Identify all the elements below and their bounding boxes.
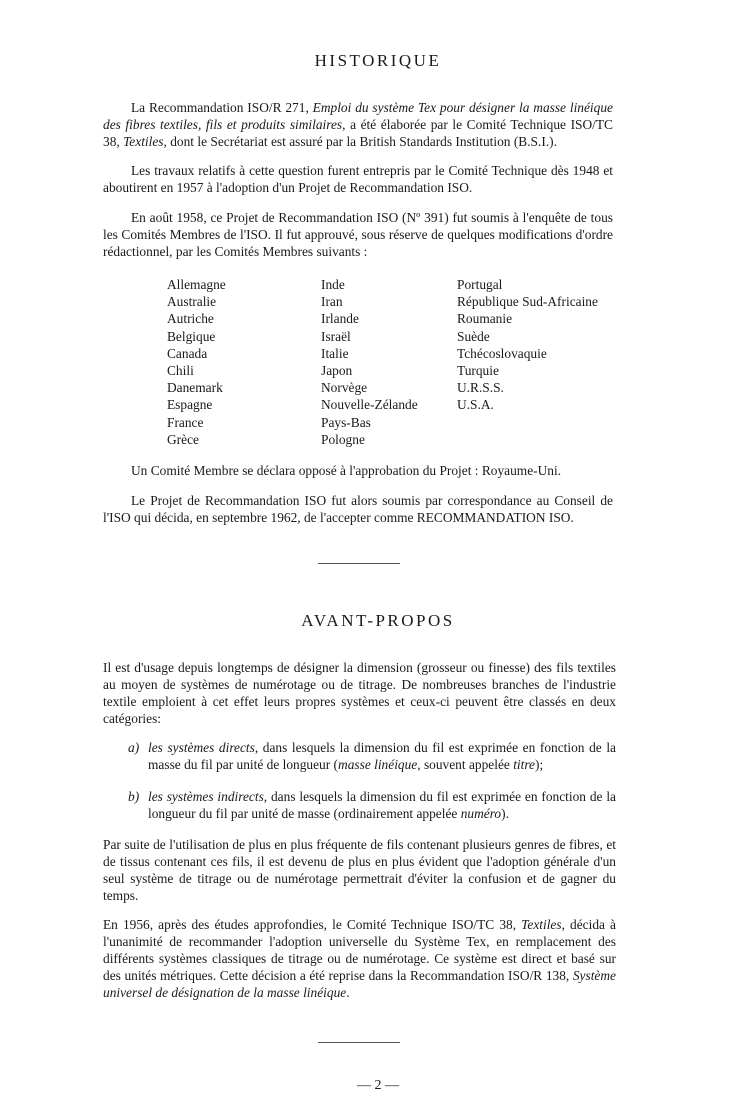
countries-column-2 — [321, 276, 418, 448]
country: Pologne — [321, 431, 365, 447]
list-item-direct-systems: a) les systèmes directs, dans lesquels la dimension du fil est exprimée en fonction de la masse du fil par unité de longueur (masse linéique, souvent appelée titre); — [128, 740, 616, 772]
country: Allemagne — [167, 277, 226, 292]
avant-propos-paragraph-1: Il est d'usage depuis longtemps de désigner la dimension (grosseur ou finesse) des fils textiles au moyen de systèmes de numérotage ou de titrage. De nombreuses branches de l'industrie textile emploient à cet effet leurs propres systèmes et ceux-ci peuvent être classés en deux catégories: — [103, 660, 616, 726]
country: Turquie — [457, 362, 499, 378]
historique-paragraph-5: Le Projet de Recommandation ISO fut alors soumis par correspondance au Conseil de l'ISO qui décida, en septembre 1962, de l'accepter comme RECOMMANDATION ISO. — [103, 493, 613, 525]
country: Israël — [321, 328, 351, 344]
country: Nouvelle-Zélande — [321, 397, 418, 413]
country: Inde — [321, 277, 345, 292]
avant-propos-paragraph-3: En 1956, après des études approfondies, le Comité Technique ISO/TC 38, Textiles, décida à l'unanimité de recommander l'adoption universelle du Système Tex, en remplacement des différents systèmes classiques de titrage ou de numérotage. Ce système est direct et basé sur des unités métriques. Cette décision a été reprise dans la Recommandation ISO/R 138, Système universel de désignation de la masse linéique. — [103, 917, 616, 1000]
historique-paragraph-1: La Recommandation ISO/R 271, Emploi du système Tex pour désigner la masse linéique des fibres textiles, fils et produits similaires, a été élaborée par le Comité Technique ISO/TC 38, Textiles, dont le Secrétariat est assuré par la British Standards Institution (B.S.I.). — [103, 100, 613, 149]
country: U.S.A. — [457, 397, 494, 413]
country: U.R.S.S. — [457, 380, 504, 396]
historique-paragraph-2: Les travaux relatifs à cette question furent entrepris par le Comité Technique dès 1948 et aboutirent en 1957 à l'adoption d'un Projet de Recommandation ISO. — [103, 163, 613, 195]
historique-paragraph-3: En août 1958, ce Projet de Recommandation ISO (Nº 391) fut soumis à l'enquête de tous les Comités Membres de l'ISO. Il fut approuvé, sous réserve de quelques modifications d'ordre rédactionnel, par les Comités Membres suivants : — [103, 210, 613, 259]
country: Iran — [321, 294, 343, 310]
historique-paragraph-4: Un Comité Membre se déclara opposé à l'approbation du Projet : Royaume-Uni. — [131, 463, 562, 478]
country: Roumanie — [457, 311, 513, 327]
historique-heading: HISTORIQUE — [314, 51, 442, 70]
country: Pays-Bas — [321, 414, 371, 430]
section-divider — [318, 1042, 400, 1043]
country: Grèce — [167, 431, 199, 447]
avant-propos-heading: AVANT-PROPOS — [301, 611, 455, 630]
countries-column-1 — [167, 276, 226, 448]
country: République Sud-Africaine — [457, 294, 598, 310]
country: France — [167, 414, 204, 430]
country: Tchécoslovaquie — [457, 345, 547, 361]
country: Italie — [321, 345, 349, 361]
country: Suède — [457, 328, 490, 344]
country: Chili — [167, 362, 194, 378]
avant-propos-paragraph-2: Par suite de l'utilisation de plus en plus fréquente de fils contenant plusieurs genres de fibres, et de tissus contenant ces fils, il est devenu de plus en plus évident que l'adoption générale d'un seul système de titrage ou de numérotage permettrait d'éviter la confusion et de gagner du temps. — [103, 837, 616, 903]
country: Canada — [167, 345, 208, 361]
page-number: — 2 — — [357, 1078, 399, 1093]
list-item-indirect-systems: b) les systèmes indirects, dans lesquels la dimension du fil est exprimée en fonction de la longueur du fil par unité de masse (ordinairement appelée numéro). — [128, 789, 616, 821]
country: Autriche — [167, 311, 214, 327]
list-label: a) — [128, 740, 140, 755]
country: Espagne — [167, 397, 213, 413]
country: Portugal — [457, 277, 503, 292]
country: Danemark — [167, 380, 223, 396]
country: Belgique — [167, 328, 216, 344]
list-label: b) — [128, 789, 140, 804]
country: Norvège — [321, 380, 368, 396]
country: Japon — [321, 362, 353, 378]
country: Australie — [167, 294, 217, 310]
country: Irlande — [321, 311, 359, 327]
member-countries-list — [167, 276, 647, 451]
section-divider — [318, 563, 400, 564]
countries-column-3 — [457, 276, 598, 414]
